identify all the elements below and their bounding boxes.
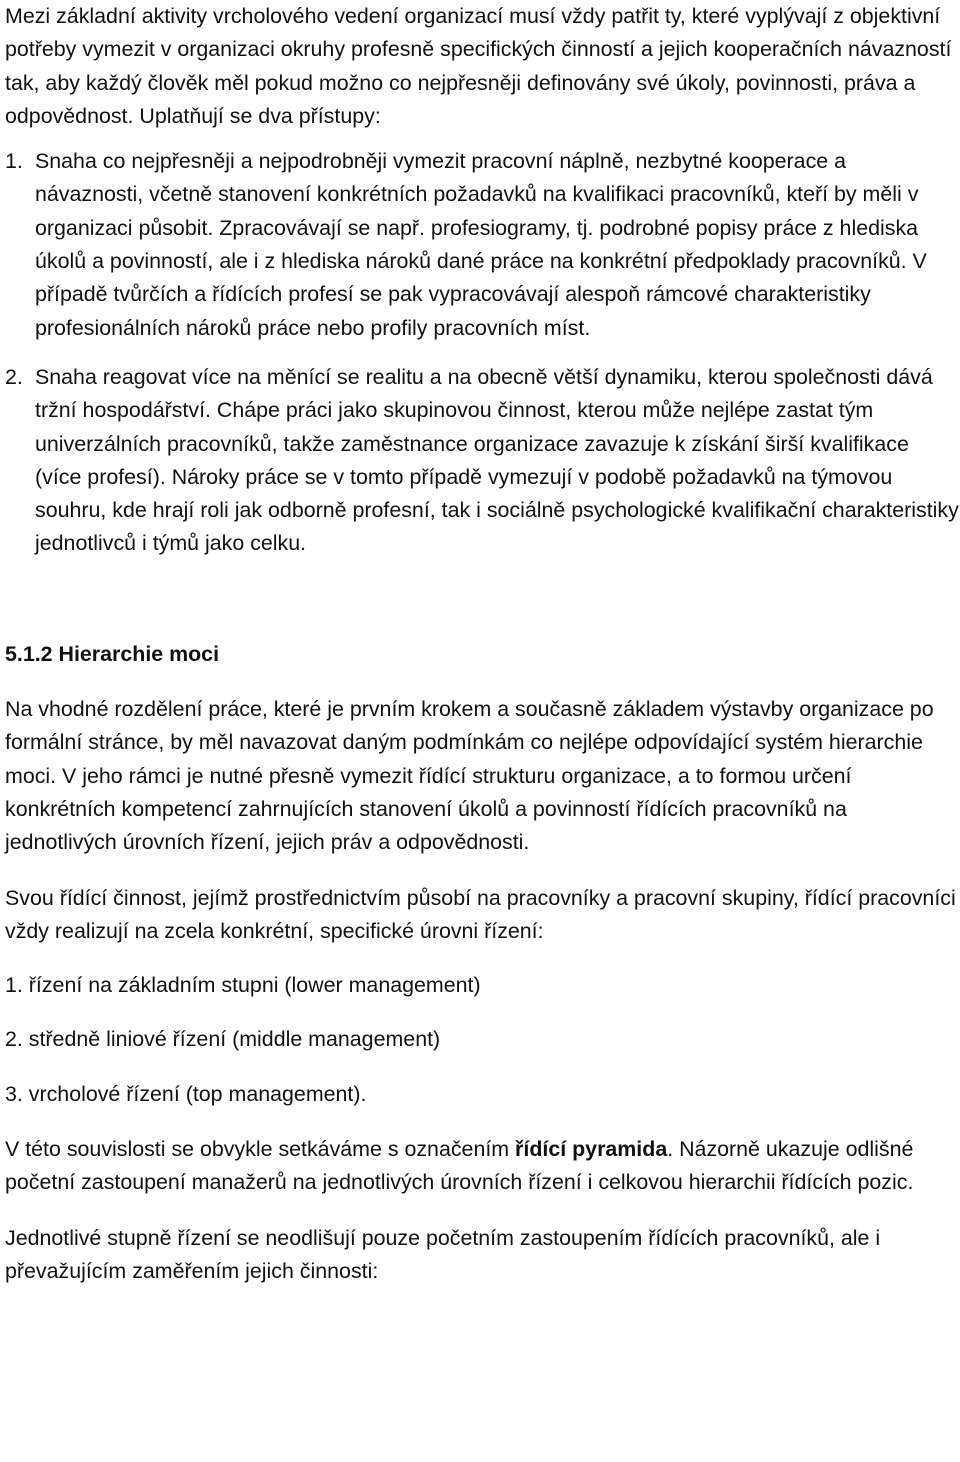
pyramid-term: řídící pyramida bbox=[515, 1137, 668, 1162]
approach-text: Snaha reagovat více na měnící se realitu a na obecně větší dynamiku, kterou společnosti dává tržní hospodářství. Chápe práci jako skupinovou činnost, kterou může nejlépe zastat tým univerzálních pracovníků, takže zaměstnance organizace zavazuje k získání širší kvalifikace (více profesí). Nároky práce se v tomto případě vymezují v podobě požadavků na týmovou souhru, kde hrají roli jak odborně profesní, tak i sociálně psychologické kvalifikační charakteristiky jednotlivců i týmů jako celku. bbox=[35, 364, 959, 556]
paragraph-hierarchy: Na vhodné rozdělení práce, které je prvním krokem a současně základem výstavby organizace po formální stránce, by měl navazovat daným podmínkám co nejlépe odpovídající systém hierarchie moci. V jeho rámci je nutné přesně vymezit řídící strukturu organizace, a to formou určení konkrétních kompetencí zahrnujících stanovení úkolů a povinností řídících pracovníků na jednotlivých úrovních řízení, jejich práv a odpovědnosti. bbox=[5, 697, 934, 855]
approach-text: Snaha co nejpřesněji a nejpodrobněji vymezit pracovní náplně, nezbytné kooperace a návaznosti, včetně stanovení konkrétních požadavků na kvalifikaci pracovníků, kteří by měli v organizaci působit. Zpracovávají se např. profesiogramy, tj. podrobné popisy práce z hlediska úkolů a povinností, ale i z hlediska nároků dané práce na konkrétní předpoklady pracovníků. V případě tvůrčích a řídících profesí se pak vypracovávají alespoň rámcové charakteristiky profesionálních nároků práce nebo profily pracovních míst. bbox=[35, 149, 927, 340]
pyramid-text-before: V této souvislosti se obvykle setkáváme s označením bbox=[5, 1137, 516, 1162]
paragraph-pyramid bbox=[5, 1133, 960, 1200]
level-item-middle: 2. středně liniové řízení (middle management) bbox=[5, 1027, 441, 1052]
approach-number: 1. bbox=[5, 149, 23, 174]
level-item-lower: 1. řízení na základním stupni (lower management) bbox=[5, 973, 481, 998]
approach-item-1 bbox=[5, 145, 960, 345]
paragraph-last: Jednotlivé stupně řízení se neodlišují pouze početním zastoupením řídících pracovníků, ale i převažujícím zaměřením jejich činnosti: bbox=[5, 1225, 881, 1283]
pyramid-text-after: . Názorně ukazuje odlišné početní zastoupení manažerů na jednotlivých úrovních řízení i celkovou hierarchii řídících pozic. bbox=[5, 1137, 914, 1195]
section-heading: 5.1.2 Hierarchie moci bbox=[5, 641, 220, 666]
paragraph-levels-intro: Svou řídící činnost, jejímž prostřednictvím působí na pracovníky a pracovní skupiny, řídící pracovníci vždy realizují na zcela konkrétní, specifické úrovni řízení: bbox=[5, 885, 956, 943]
intro-paragraph: Mezi základní aktivity vrcholového vedení organizací musí vždy patřit ty, které vyplývají z objektivní potřeby vymezit v organizaci okruhy profesně specifických činností a jejich kooperačních návazností tak, aby každý člověk měl pokud možno co nejpřesněji definovány své úkoly, povinnosti, práva a odpovědnost. Uplatňují se dva přístupy: bbox=[5, 4, 952, 128]
approach-item-2 bbox=[5, 361, 960, 561]
level-item-top: 3. vrcholové řízení (top management). bbox=[5, 1081, 367, 1106]
approach-number: 2. bbox=[5, 364, 23, 389]
